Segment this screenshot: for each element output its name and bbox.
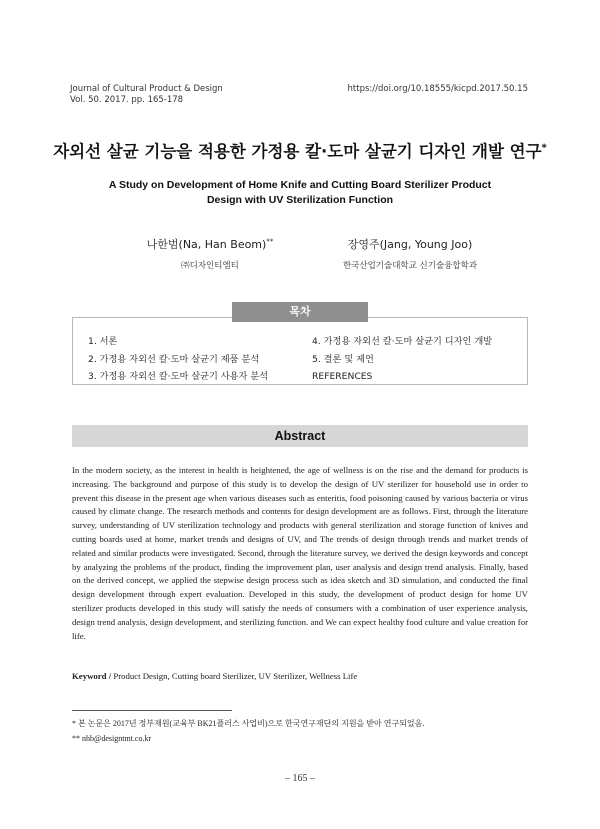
author-2-name-line: [300, 236, 520, 252]
toc-item-4: 4. 가정용 자외선 칼·도마 살균기 디자인 개발: [312, 336, 493, 347]
toc-item-3: 3. 가정용 자외선 칼·도마 살균기 사용자 분석: [88, 371, 269, 382]
title-footnote-mark: *: [541, 142, 547, 154]
footnote-funding: * 본 논문은 2017년 정부재원(교육부 BK21플러스 사업비)으로 한국연구재단의 지원을 받아 연구되었음.: [72, 719, 425, 728]
paper-title-korean: [0, 138, 600, 162]
toc-left-column: [88, 333, 268, 386]
keywords: [72, 671, 528, 681]
author-2-affiliation: 한국산업기술대학교 신기술융합학과: [342, 261, 478, 271]
author-2: [300, 236, 520, 271]
toc-item-references: REFERENCES: [312, 371, 373, 382]
journal-name: Journal of Cultural Product & Design: [70, 84, 223, 94]
toc-item-2: 2. 가정용 자외선 칼·도마 살균기 제품 분석: [88, 353, 260, 365]
author-1-name: 나한범(Na, Han Beom): [146, 238, 267, 251]
page-number: – 165 –: [285, 773, 315, 784]
author-2-name: 장영주(Jang, Young Joo): [347, 238, 473, 251]
title-korean-text: 자외선 살균 기능을 적용한 가정용 칼·도마 살균기 디자인 개발 연구: [53, 142, 542, 161]
footnote-divider: [72, 710, 232, 711]
author-1: [140, 236, 280, 271]
paper-title-english: A Study on Development of Home Knife and Cutting Board Sterilizer Product Design with UV Sterilization Function: [108, 179, 492, 206]
author-1-mark: **: [266, 237, 274, 246]
keyword-label: Keyword /: [72, 671, 112, 681]
author-1-name-line: [140, 236, 280, 252]
footnote-email: ** nhb@designtmt.co.kr: [72, 734, 152, 743]
doi-link[interactable]: https://doi.org/10.18555/kicpd.2017.50.15: [347, 84, 528, 94]
journal-volume: Vol. 50. 2017. pp. 165-178: [70, 95, 184, 105]
toc-heading: 목차: [232, 302, 368, 322]
author-1-affiliation: ㈜디자인티엠티: [181, 261, 239, 271]
toc-item-5: 5. 결론 및 제언: [312, 353, 374, 365]
journal-header: [70, 84, 223, 106]
abstract-heading: Abstract: [72, 425, 528, 447]
keyword-text: Product Design, Cutting board Sterilizer, UV Sterilizer, Wellness Life: [113, 671, 358, 681]
abstract-body: In the modern society, as the interest in health is heightened, the age of wellness is on the rise and the demand for products is increasing. The background and purpose of this study is to develop the design of UV sterilizer for household use in order to prevent this disease in the present age when various diseases such as enteritis, food poisoning caused by various bacteria or virus caused by climate change. The research methods and contents for design development are as follows. First, through the literature survey, understanding of UV sterilization technology and products with general sterilization and storage function of knives and cutting boards used at home, market trends and designs of UV, and The trends of design through trends and market trends of related and similar products were investigated. Second, through the literature survey, we derived the design keywords and concept by analyzing the problems of the product, finding the improvement plan, user analysis and design trend analysis. Finally, based on the derived concept, we applied the stepwise design process such as idea sketch and 3D simulation, and conducted the final design development through expert evaluation. Developed in this study, the development of product design for home UV sterilizer products developed in this study will satisfy the needs of consumers with a combination of user experience analysis, design trend analysis, design development, and sterilizing function. and We can expect healthy food culture and value creation for life.: [72, 465, 528, 641]
toc-right-column: [312, 333, 492, 386]
toc-item-1: 1. 서론: [88, 336, 118, 347]
